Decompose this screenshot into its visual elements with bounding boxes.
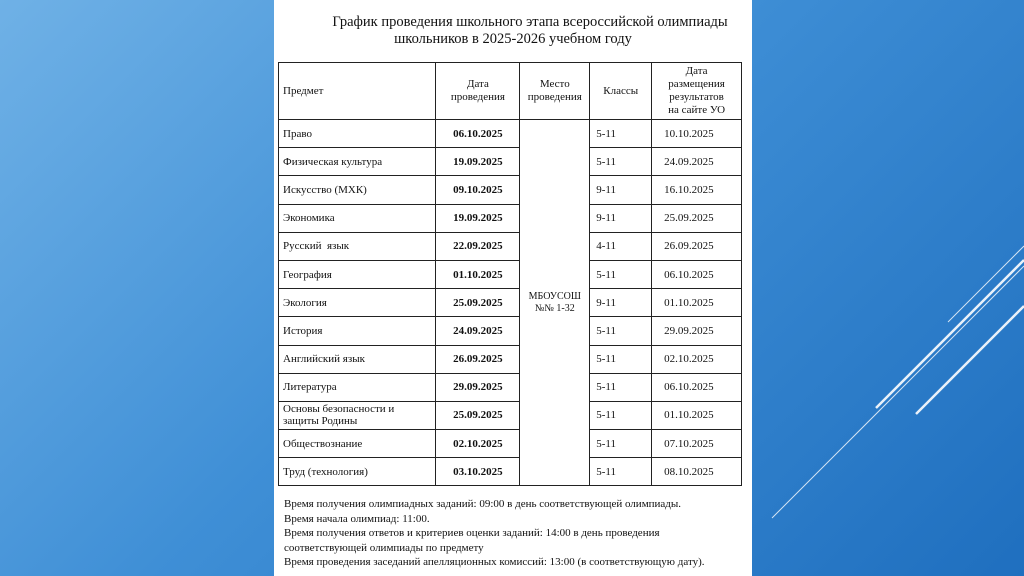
- date-cell: 06.10.2025: [436, 120, 520, 148]
- table-header-row: [279, 63, 742, 120]
- title-line-2: школьников в 2025-2026 учебном году: [394, 31, 632, 47]
- table-row: [279, 401, 742, 429]
- date-cell: 25.09.2025: [436, 401, 520, 429]
- result-date-cell: 24.09.2025: [652, 148, 742, 176]
- classes-cell: 5-11: [590, 317, 652, 345]
- subject-cell: Экономика: [279, 204, 436, 232]
- result-date-cell: 16.10.2025: [652, 176, 742, 204]
- header-subject: Предмет: [279, 63, 436, 120]
- result-date-cell: 07.10.2025: [652, 430, 742, 458]
- date-cell: 19.09.2025: [436, 204, 520, 232]
- note-line: Время проведения заседаний апелляционных комиссий: 13:00 (в соответствующую дату).: [284, 556, 705, 568]
- table-row: [279, 260, 742, 288]
- date-cell: 26.09.2025: [436, 345, 520, 373]
- header-result-date: Дата размещения результатов на сайте УО: [652, 63, 742, 120]
- table-row: [279, 317, 742, 345]
- date-cell: 25.09.2025: [436, 289, 520, 317]
- table-row: [279, 148, 742, 176]
- classes-cell: 4-11: [590, 232, 652, 260]
- subject-cell: Основы безопасности и защиты Родины: [279, 401, 436, 429]
- result-date-cell: 01.10.2025: [652, 289, 742, 317]
- header-place: Место проведения: [520, 63, 590, 120]
- note-line: Время получения ответов и критериев оценки заданий: 14:00 в день проведения: [284, 527, 660, 539]
- subject-cell: История: [279, 317, 436, 345]
- date-cell: 29.09.2025: [436, 373, 520, 401]
- table-row: [279, 373, 742, 401]
- place-cell: МБОУСОШ №№ 1-32: [520, 120, 590, 486]
- document-title: [274, 14, 752, 48]
- table-row: [279, 232, 742, 260]
- header-classes: Классы: [590, 63, 652, 120]
- date-cell: 02.10.2025: [436, 430, 520, 458]
- result-date-cell: 10.10.2025: [652, 120, 742, 148]
- classes-cell: 5-11: [590, 458, 652, 486]
- note-line: Время получения олимпиадных заданий: 09:00 в день соответствующей олимпиады.: [284, 498, 682, 510]
- result-date-cell: 08.10.2025: [652, 458, 742, 486]
- date-cell: 03.10.2025: [436, 458, 520, 486]
- subject-cell: Экология: [279, 289, 436, 317]
- subject-cell: Труд (технология): [279, 458, 436, 486]
- table-row: [279, 204, 742, 232]
- result-date-cell: 06.10.2025: [652, 260, 742, 288]
- subject-cell: Английский язык: [279, 345, 436, 373]
- subject-cell: Право: [279, 120, 436, 148]
- classes-cell: 5-11: [590, 148, 652, 176]
- result-date-cell: 25.09.2025: [652, 204, 742, 232]
- result-date-cell: 06.10.2025: [652, 373, 742, 401]
- date-cell: 09.10.2025: [436, 176, 520, 204]
- subject-cell: Физическая культура: [279, 148, 436, 176]
- classes-cell: 5-11: [590, 120, 652, 148]
- result-date-cell: 26.09.2025: [652, 232, 742, 260]
- date-cell: 24.09.2025: [436, 317, 520, 345]
- note-line: Время начала олимпиад: 11:00.: [284, 512, 430, 525]
- classes-cell: 9-11: [590, 176, 652, 204]
- subject-cell: Русский язык: [279, 232, 436, 260]
- result-date-cell: 02.10.2025: [652, 345, 742, 373]
- table-row: [279, 458, 742, 486]
- classes-cell: 9-11: [590, 289, 652, 317]
- subject-cell: Литература: [279, 373, 436, 401]
- schedule-document: [274, 0, 752, 576]
- result-date-cell: 01.10.2025: [652, 401, 742, 429]
- result-date-cell: 29.09.2025: [652, 317, 742, 345]
- subject-cell: Обществознание: [279, 430, 436, 458]
- table-row: [279, 345, 742, 373]
- table-row: [279, 289, 742, 317]
- notes-block: [284, 497, 752, 570]
- date-cell: 01.10.2025: [436, 260, 520, 288]
- classes-cell: 5-11: [590, 430, 652, 458]
- classes-cell: 5-11: [590, 260, 652, 288]
- subject-cell: География: [279, 260, 436, 288]
- note-line: соответствующей олимпиады по предмету: [284, 541, 484, 554]
- classes-cell: 5-11: [590, 401, 652, 429]
- classes-cell: 9-11: [590, 204, 652, 232]
- subject-cell: Искусство (МХК): [279, 176, 436, 204]
- date-cell: 19.09.2025: [436, 148, 520, 176]
- table-row: [279, 120, 742, 148]
- table-row: [279, 176, 742, 204]
- classes-cell: 5-11: [590, 373, 652, 401]
- table-row: [279, 430, 742, 458]
- date-cell: 22.09.2025: [436, 232, 520, 260]
- olympiad-schedule-table: [278, 62, 742, 486]
- title-line-1: График проведения школьного этапа всероссийской олимпиады: [332, 14, 728, 30]
- classes-cell: 5-11: [590, 345, 652, 373]
- header-date: Дата проведения: [436, 63, 520, 120]
